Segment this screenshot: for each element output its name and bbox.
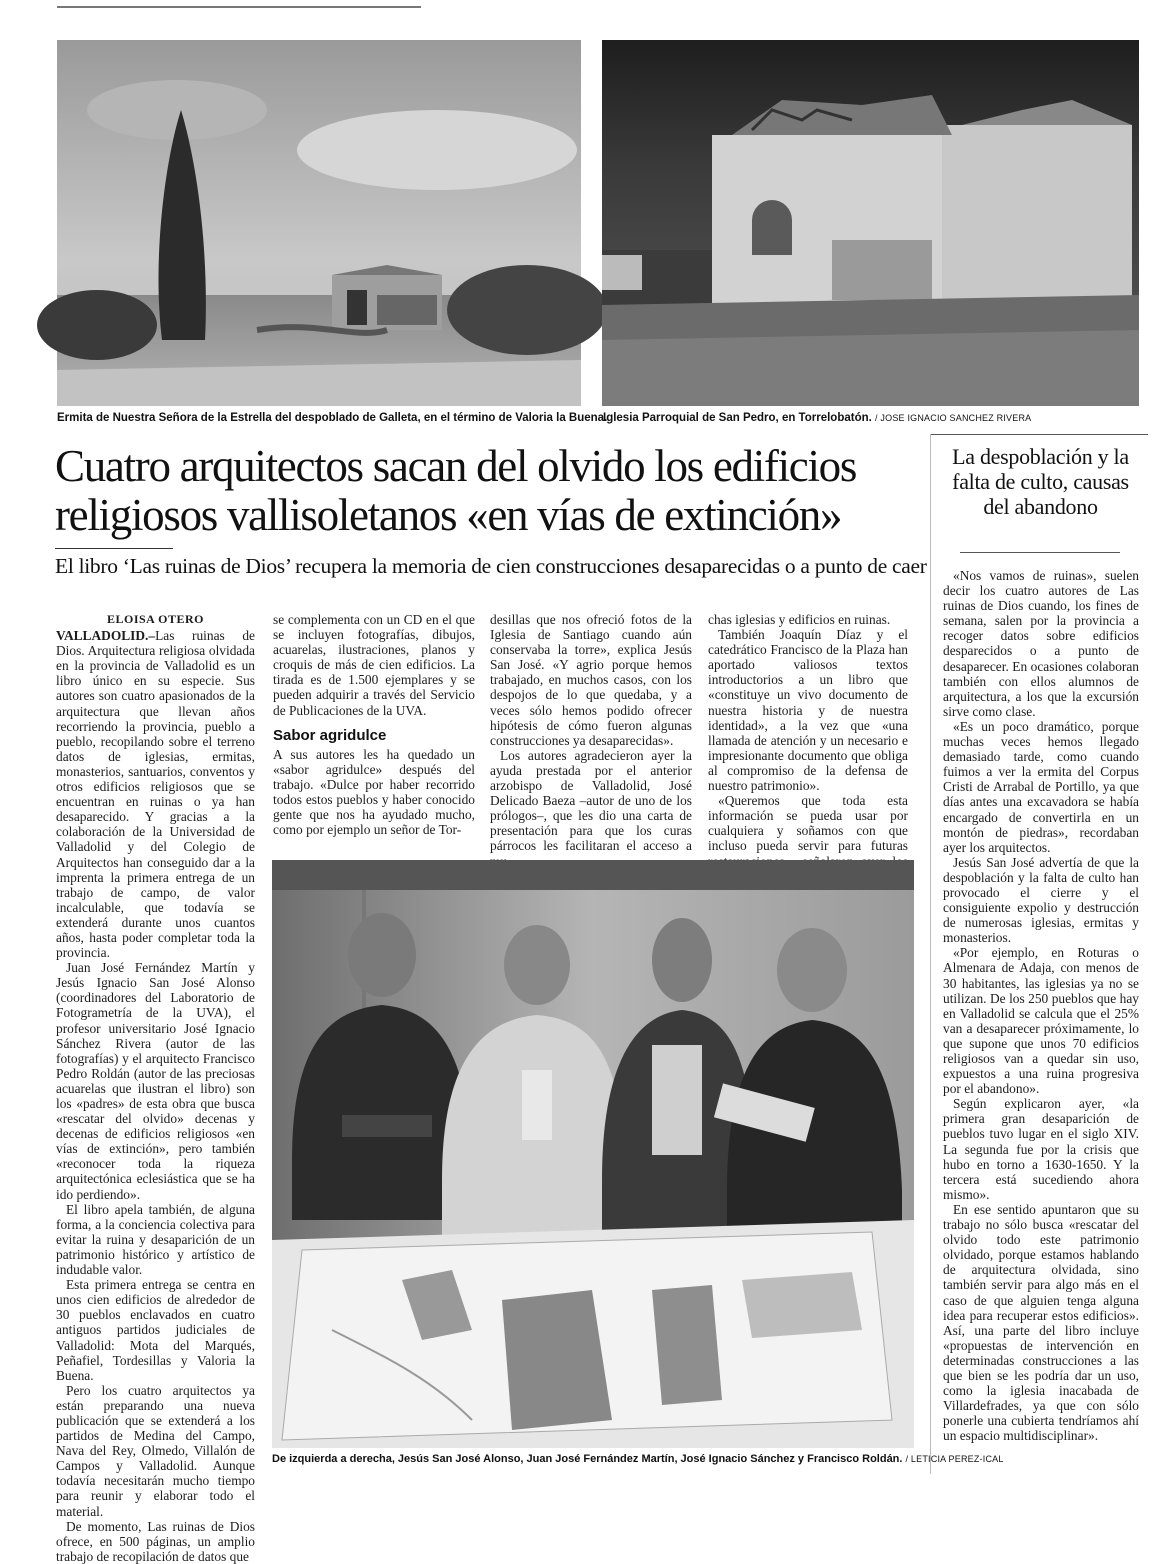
sidebar-paragraph: «Por ejemplo, en Roturas o Almenara de Adaja, con menos de 30 habitantes, las iglesias ya no se utilizan. De los 250 pueblos que hay en Valladolid se calcula que el 25% van a desaparecer próximamente, lo que supone que unos 70 edificios religiosos van a quedar sin uso, expuestos a una ruina progresiva por el abandono». [943,945,1139,1097]
article-paragraph: Juan José Fernández Martín y Jesús Ignacio San José Alonso (coordinadores del Laboratorio de Fotogrametría de la UVA), el profesor universitario José Ignacio Sánchez Rivera (autor de las fotografías) y el arquitecto Francisco Pedro Roldán (autor de las preciosas acuarelas que ilustran el libro) son los «padres» de esta obra que busca «rescatar del olvido» decenas y decenas de edificios religiosos «en vías de extinción», pero también «reconocer toda la riqueza arquitectónica eclesiástica que se ha ido perdiendo». [56,960,255,1202]
left-photo-caption: Ermita de Nuestra Señora de la Estrella del despoblado de Galleta, en el término de Valoria la Buena. [57,412,608,424]
article-column-1 [56,612,255,1564]
paragraph-text: Las ruinas de Dios. Arquitectura religiosa olvidada en la provincia de Valladolid es un libro único en su especie. Sus autores son cuatro apasionados de la arquitectura que llevan años recorriendo la provincia, pueblo a pueblo, recopilando sobre el terreno datos de iglesias, ermitas, monasterios, santuarios, conventos y otros edificios religiosos que se encuentran en ruinas o ya han desaparecido. Y gracias a la colaboración de la Universidad de Valladolid y del Colegio de Arquitectos han conseguido dar a la imprenta la primera entrega de un trabajo de campo, de valor incalculable, que todavía se extenderá durante unos cuantos años, hasta poder completar toda la provincia. [56,628,255,961]
sidebar-paragraph: «Nos vamos de ruinas», suelen decir los cuatro autores de Las ruinas de Dios cuando, los fines de semana, salen por la provincia a recoger datos sobre edificios desparecidos o a punto de desaparecer. En ocasiones colaboran también con ellos alumnos de arquitectura, a los que la excursión sirve como clase. [943,568,1139,719]
article-paragraph: De momento, Las ruinas de Dios ofrece, en 500 páginas, un amplio trabajo de recopilación de datos que [56,1518,255,1564]
article-paragraph: chas iglesias y edificios en ruinas. [708,612,891,627]
byline: ELOISA OTERO [106,612,205,626]
article-paragraph: Esta primera entrega se centra en unos cien edificios de alrededor de 30 pueblos enclavados en cuatro antiguos partidos judiciales de Valladolid: Mota del Marqués, Peñafiel, Tordesillas y Valoria la Buena. [56,1277,255,1383]
group-photo-caption [272,1452,1004,1466]
photo-ermita-galleta [57,40,581,406]
article-headline: Cuatro arquitectos sacan del olvido los edificios religiosos vallisoletanos «en vías de extinción» [55,441,857,540]
article-column-3 [490,612,692,855]
sidebar-paragraph: Jesús San José advertía de que la despoblación y la falta de culto han provocado el cierre y el consiguiente expolio y destrucción de numerosas iglesias, ermitas y monasterios. [943,854,1139,946]
article-paragraph: desillas que nos ofreció fotos de la Iglesia de Santiago cuando aún conservaba la torre», explica Jesús San José. «Y agrio porque hemos trabajado, en muchos casos, con los despojos de lo que quedaba, y a veces sólo hemos podido ofrecer hipótesis de cómo fueron algunas construcciones ya desaparecidas». [490,612,692,748]
sidebar-headline: La despoblación y la falta de culto, causas del abandono [952,444,1129,519]
subheadline-rule [55,548,173,549]
crosshead: Sabor agridulce [273,726,387,744]
group-photo-caption-text: De izquierda a derecha, Jesús San José Alonso, Juan José Fernández Martín, José Ignacio Sánchez y Francisco Roldán. [272,1453,903,1465]
right-photo-credit: / JOSE IGNACIO SANCHEZ RIVERA [875,413,1032,423]
sidebar-column [943,568,1139,1473]
right-photo-caption-text: Iglesia Parroquial de San Pedro, en Torrelobatón. [603,412,872,424]
article-column-2 [273,612,475,855]
sidebar-headline-rule [960,552,1120,553]
right-photo-caption [603,411,1031,425]
article-paragraph [56,628,255,960]
article-paragraph: El libro apela también, de alguna forma, a la conciencia colectiva para evitar la ruina y desaparición de un patrimonio histórico y artístico de indudable valor. [56,1201,255,1278]
article-subheadline: El libro ‘Las ruinas de Dios’ recupera la memoria de cien construcciones desaparecidas o a punto de caer [55,554,927,578]
article-paragraph: A sus autores les ha quedado un «sabor agridulce» después del trabajo. «Dulce por haber recorrido todos estos pueblos y haber conocido gente que nos ha ayudado mucho, como por ejemplo un señor de Tor- [273,746,475,838]
sidebar-paragraph: «Es un poco dramático, porque muchas veces hemos llegado demasiado tarde, como cuando fuimos a ver la ermita del Corpus Cristi de Arrabal de Portillo, ya que días antes una excavadora se había encargado de convertirla en un montón de piedras», recordaban ayer los arquitectos. [943,718,1139,855]
article-column-4 [708,612,908,855]
sidebar-divider [930,434,931,1474]
article-paragraph: se complementa con un CD en el que se incluyen fotografías, dibujos, acuarelas, ilustraciones, planos y croquis de más de cien edificios. La tirada es de 1.500 ejemplares y se pueden adquirir a través del Servicio de Publicaciones de la UVA. [273,612,475,718]
photo-four-architects [272,860,914,1448]
photo-iglesia-san-pedro [602,40,1139,406]
group-photo-credit: / LETICIA PEREZ-ICAL [905,1454,1004,1464]
article-paragraph: También Joaquín Díaz y el catedrático Francisco de la Plaza han aportado valiosos textos introductorios a un libro que «constituye un vivo documento de nuestra historia y de nuestra identidad», a la vez que «una llamada de atención y un necesario e impresionante documento que obliga al compromiso de la defensa de nuestro patrimonio». [708,627,908,794]
article-paragraph: «Queremos que toda esta información se pueda usar por cualquiera y soñamos con que incluso pueda servir para futuras [708,793,908,854]
sidebar-top-rule [930,434,1148,435]
sidebar-paragraph: En ese sentido apuntaron que su trabajo no sólo busca «rescatar del olvido todo este patrimonio olvidado, porque estamos hablando de arquitectura olvidada, sino también servir para algo más en el caso de que alguien tenga alguna idea para recuperar estos edificios». Así, una parte del libro incluye «propuestas de intervención en determinadas construcciones a las que bien se les podría dar un uso, como la iglesia inacabada de Villardefrades, ya que con sólo ponerle una cubierta tendríamos ahí un espacio multidisciplinar». [943,1201,1139,1444]
article-paragraph: Pero los cuatro arquitectos ya están preparando una nueva publicación que se extenderá a los partidos de Medina del Campo, Nava del Rey, Olmedo, Villalón de Campos y Valladolid. Aunque todavía necesitarán mucho tiempo para reunir y elaborar todo el material. [56,1382,255,1519]
sidebar-paragraph: Según explicaron ayer, «la primera gran desaparición de pueblos tuvo lugar en el siglo XIV. La segunda fue por la crisis que hubo en torno a 1630-1650. Y la tercera está sucediendo ahora mismo». [943,1096,1139,1202]
dateline: VALLADOLID.– [56,628,156,644]
article-paragraph: Los autores agradecieron ayer la ayuda prestada por el anterior arzobispo de Valladolid, José Delicado Baeza –autor de uno de los prólogos–, que les dio una carta de presentación para que los curas párrocos les facilitaran el acceso a [490,747,692,854]
top-rule [57,6,421,8]
